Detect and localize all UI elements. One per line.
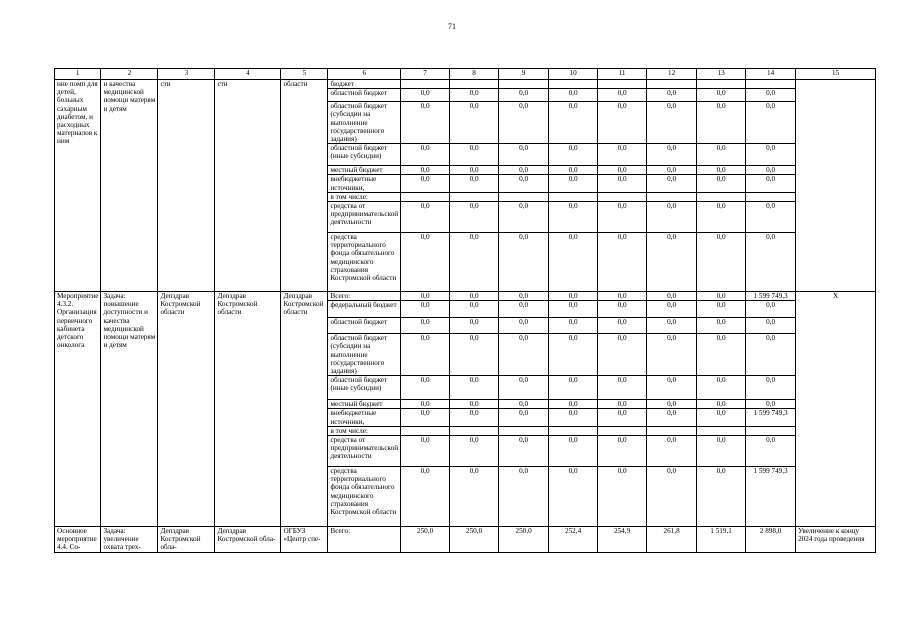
amount-cell: 252,4 [549, 527, 598, 553]
amount-cell: 0,0 [697, 89, 746, 102]
amount-cell: 0,0 [401, 334, 450, 376]
amount-cell: 0,0 [499, 175, 549, 192]
task-description: Задача: увеличение охвата трех- [101, 527, 158, 553]
activity-name: Основное мероприятие 4.4. Со- [55, 527, 101, 553]
funding-source: местный бюджет [328, 400, 401, 409]
amount-cell: 0,0 [647, 409, 697, 426]
column-number: 2 [101, 69, 158, 80]
amount-cell: 0,0 [450, 102, 499, 144]
amount-cell: 0,0 [401, 400, 450, 409]
amount-cell: 0,0 [697, 318, 746, 334]
amount-cell: 0,0 [598, 102, 647, 144]
amount-cell: 0,0 [499, 102, 549, 144]
amount-cell: 0,0 [647, 166, 697, 175]
amount-cell: 0,0 [450, 144, 499, 166]
amount-cell: 0,0 [549, 233, 598, 292]
expected-result: X [796, 292, 876, 527]
amount-cell: 0,0 [549, 292, 598, 301]
column-number: 15 [796, 69, 876, 80]
column-number: 13 [697, 69, 746, 80]
amount-cell [647, 426, 697, 435]
participant: ОГБУЗ «Центр спе- [281, 527, 328, 553]
amount-cell: 0,0 [647, 436, 697, 467]
column-number: 9 [499, 69, 549, 80]
amount-cell: 0,0 [450, 334, 499, 376]
funding-source: областной бюджет (иные субсидии) [328, 144, 401, 166]
amount-cell: 0,0 [598, 436, 647, 467]
amount-cell: 0,0 [450, 376, 499, 400]
funding-source: Всего: [328, 292, 401, 301]
amount-cell: 0,0 [697, 166, 746, 175]
funding-source: средства от предпринимательской деятельности [328, 202, 401, 233]
amount-cell: 0,0 [647, 292, 697, 301]
funding-source: в том числе: [328, 192, 401, 201]
column-number: 12 [647, 69, 697, 80]
amount-cell [697, 80, 746, 89]
amount-cell: 0,0 [450, 175, 499, 192]
amount-cell: 0,0 [746, 175, 796, 192]
column-number: 5 [281, 69, 328, 80]
amount-cell: 0,0 [401, 292, 450, 301]
amount-cell: 0,0 [746, 400, 796, 409]
activity-name: Мероприятие 4.3.2. Организация первичного кабинета детского онколога [55, 292, 101, 527]
amount-cell [401, 192, 450, 201]
amount-cell: 0,0 [598, 376, 647, 400]
funding-source: внебюджетные источники, [328, 175, 401, 192]
amount-cell: 0,0 [450, 318, 499, 334]
amount-cell: 0,0 [697, 436, 746, 467]
amount-cell: 0,0 [499, 467, 549, 527]
amount-cell: 0,0 [549, 409, 598, 426]
executor: сти [215, 80, 281, 292]
amount-cell: 0,0 [549, 202, 598, 233]
page-number: 71 [448, 22, 456, 31]
amount-cell: 0,0 [746, 301, 796, 318]
amount-cell: 0,0 [549, 144, 598, 166]
amount-cell [549, 192, 598, 201]
amount-cell: 0,0 [401, 233, 450, 292]
amount-cell: 0,0 [647, 202, 697, 233]
budget-table [54, 68, 876, 553]
amount-cell: 0,0 [499, 436, 549, 467]
amount-cell: 0,0 [697, 467, 746, 527]
amount-cell: 0,0 [746, 166, 796, 175]
amount-cell: 0,0 [450, 436, 499, 467]
amount-cell [746, 426, 796, 435]
amount-cell [598, 80, 647, 89]
amount-cell: 0,0 [499, 292, 549, 301]
amount-cell: 0,0 [647, 334, 697, 376]
amount-cell: 0,0 [647, 144, 697, 166]
amount-cell: 0,0 [746, 144, 796, 166]
amount-cell: 0,0 [647, 318, 697, 334]
amount-cell: 0,0 [401, 301, 450, 318]
amount-cell: 0,0 [549, 334, 598, 376]
amount-cell: 0,0 [549, 400, 598, 409]
amount-cell: 0,0 [697, 144, 746, 166]
amount-cell: 250,0 [450, 527, 499, 553]
amount-cell [450, 192, 499, 201]
amount-cell [450, 426, 499, 435]
column-number: 3 [158, 69, 215, 80]
amount-cell [549, 426, 598, 435]
amount-cell [598, 192, 647, 201]
amount-cell [499, 80, 549, 89]
column-number: 14 [746, 69, 796, 80]
amount-cell [450, 80, 499, 89]
amount-cell [549, 80, 598, 89]
amount-cell: 0,0 [499, 233, 549, 292]
amount-cell: 261,8 [647, 527, 697, 553]
amount-cell [598, 426, 647, 435]
funding-source: бюджет [328, 80, 401, 89]
column-number: 1 [55, 69, 101, 80]
amount-cell: 0,0 [647, 467, 697, 527]
funding-source: внебюджетные источники, [328, 409, 401, 426]
amount-cell: 0,0 [697, 233, 746, 292]
column-number: 4 [215, 69, 281, 80]
amount-cell: 0,0 [598, 467, 647, 527]
amount-cell: 0,0 [647, 102, 697, 144]
amount-cell: 0,0 [746, 436, 796, 467]
task-description: Задача: повышение доступности и качества медицинской помощи матерям и детям [101, 292, 158, 527]
amount-cell: 0,0 [549, 89, 598, 102]
amount-cell: 0,0 [697, 202, 746, 233]
amount-cell: 0,0 [598, 334, 647, 376]
amount-cell: 0,0 [598, 89, 647, 102]
amount-cell: 1 599 749,3 [746, 409, 796, 426]
amount-cell: 0,0 [598, 175, 647, 192]
amount-cell: 0,0 [549, 102, 598, 144]
funding-source: областной бюджет [328, 318, 401, 334]
amount-cell: 0,0 [450, 233, 499, 292]
amount-cell: 0,0 [401, 467, 450, 527]
amount-cell: 0,0 [697, 376, 746, 400]
header-row [55, 69, 876, 80]
amount-cell: 0,0 [647, 89, 697, 102]
amount-cell: 0,0 [697, 102, 746, 144]
amount-cell: 0,0 [598, 166, 647, 175]
amount-cell: 0,0 [499, 89, 549, 102]
amount-cell: 0,0 [746, 202, 796, 233]
amount-cell: 0,0 [401, 436, 450, 467]
funding-source: Всего: [328, 527, 401, 553]
activity-name: ние помп для детей, больных сахарным диабетом, и расходных материалов к ним [55, 80, 101, 292]
amount-cell [401, 80, 450, 89]
participant: Депздрав Костромской области [281, 292, 328, 527]
amount-cell [401, 426, 450, 435]
amount-cell: 0,0 [401, 318, 450, 334]
amount-cell: 0,0 [746, 318, 796, 334]
column-number: 11 [598, 69, 647, 80]
amount-cell: 0,0 [401, 202, 450, 233]
amount-cell: 0,0 [598, 144, 647, 166]
amount-cell: 0,0 [401, 144, 450, 166]
amount-cell [499, 426, 549, 435]
amount-cell: 0,0 [401, 376, 450, 400]
amount-cell: 0,0 [697, 400, 746, 409]
funding-source: областной бюджет (субсидии на выполнение государственного задания) [328, 334, 401, 376]
amount-cell: 0,0 [647, 400, 697, 409]
participant: области [281, 80, 328, 292]
amount-cell: 0,0 [499, 202, 549, 233]
amount-cell: 0,0 [697, 292, 746, 301]
column-number: 10 [549, 69, 598, 80]
funding-source: в том числе: [328, 426, 401, 435]
amount-cell [499, 192, 549, 201]
amount-cell: 0,0 [549, 301, 598, 318]
coordinator: Депздрав Костромской области [158, 292, 215, 527]
amount-cell: 0,0 [401, 166, 450, 175]
amount-cell: 0,0 [647, 175, 697, 192]
amount-cell: 0,0 [549, 467, 598, 527]
amount-cell: 0,0 [499, 409, 549, 426]
funding-source: областной бюджет (иные субсидии) [328, 376, 401, 400]
amount-cell: 250,0 [401, 527, 450, 553]
table-row [55, 527, 876, 553]
funding-source: средства территориального фонда обязательного медицинского страхования Костромской области [328, 467, 401, 527]
amount-cell: 254,9 [598, 527, 647, 553]
coordinator: сти [158, 80, 215, 292]
amount-cell: 250,0 [499, 527, 549, 553]
amount-cell: 0,0 [746, 89, 796, 102]
amount-cell: 0,0 [598, 318, 647, 334]
amount-cell: 0,0 [499, 166, 549, 175]
amount-cell: 0,0 [450, 89, 499, 102]
funding-source: областной бюджет (субсидии на выполнение государственного задания) [328, 102, 401, 144]
amount-cell: 0,0 [598, 301, 647, 318]
amount-cell: 0,0 [401, 89, 450, 102]
amount-cell: 0,0 [598, 292, 647, 301]
executor: Депздрав Костромской области [215, 292, 281, 527]
executor: Депздрав Костромской обла- [215, 527, 281, 553]
amount-cell: 0,0 [499, 334, 549, 376]
amount-cell [746, 192, 796, 201]
amount-cell: 0,0 [549, 166, 598, 175]
amount-cell [647, 80, 697, 89]
table-row [55, 292, 876, 301]
amount-cell: 0,0 [549, 436, 598, 467]
amount-cell: 1 599 749,3 [746, 292, 796, 301]
amount-cell: 0,0 [450, 166, 499, 175]
coordinator: Депздрав Костромской обла- [158, 527, 215, 553]
amount-cell: 1 599 749,3 [746, 467, 796, 527]
expected-result [796, 80, 876, 292]
amount-cell: 2 898,0 [746, 527, 796, 553]
amount-cell: 0,0 [549, 318, 598, 334]
column-number: 8 [450, 69, 499, 80]
amount-cell: 0,0 [499, 318, 549, 334]
amount-cell: 0,0 [746, 233, 796, 292]
amount-cell: 0,0 [401, 409, 450, 426]
amount-cell: 0,0 [598, 400, 647, 409]
amount-cell: 0,0 [401, 102, 450, 144]
funding-source: местный бюджет [328, 166, 401, 175]
expected-result: Увеличение к концу 2024 года проведения [796, 527, 876, 553]
amount-cell: 0,0 [450, 292, 499, 301]
amount-cell: 0,0 [450, 409, 499, 426]
column-number: 6 [328, 69, 401, 80]
amount-cell: 0,0 [401, 175, 450, 192]
amount-cell: 0,0 [450, 400, 499, 409]
amount-cell: 0,0 [697, 175, 746, 192]
amount-cell: 0,0 [697, 334, 746, 376]
amount-cell: 0,0 [647, 376, 697, 400]
amount-cell: 0,0 [499, 400, 549, 409]
amount-cell: 0,0 [598, 409, 647, 426]
amount-cell: 0,0 [647, 233, 697, 292]
funding-source: средства от предпринимательской деятельности [328, 436, 401, 467]
amount-cell: 0,0 [598, 233, 647, 292]
amount-cell [746, 80, 796, 89]
amount-cell: 0,0 [746, 376, 796, 400]
amount-cell: 0,0 [647, 301, 697, 318]
amount-cell: 0,0 [697, 301, 746, 318]
amount-cell [697, 192, 746, 201]
funding-source: областной бюджет [328, 89, 401, 102]
amount-cell: 0,0 [746, 102, 796, 144]
amount-cell: 0,0 [549, 175, 598, 192]
amount-cell: 1 519,1 [697, 527, 746, 553]
funding-source: федеральный бюджет [328, 301, 401, 318]
task-description: и качества медицинской помощи матерям и детям [101, 80, 158, 292]
table-row [55, 80, 876, 89]
amount-cell [697, 426, 746, 435]
amount-cell [647, 192, 697, 201]
amount-cell: 0,0 [697, 409, 746, 426]
funding-source: средства территориального фонда обязательного медицинского страхования Костромской области [328, 233, 401, 292]
amount-cell: 0,0 [549, 376, 598, 400]
amount-cell: 0,0 [746, 334, 796, 376]
column-number: 7 [401, 69, 450, 80]
amount-cell: 0,0 [450, 202, 499, 233]
amount-cell: 0,0 [450, 467, 499, 527]
amount-cell: 0,0 [598, 202, 647, 233]
amount-cell: 0,0 [499, 376, 549, 400]
amount-cell: 0,0 [450, 301, 499, 318]
amount-cell: 0,0 [499, 301, 549, 318]
amount-cell: 0,0 [499, 144, 549, 166]
